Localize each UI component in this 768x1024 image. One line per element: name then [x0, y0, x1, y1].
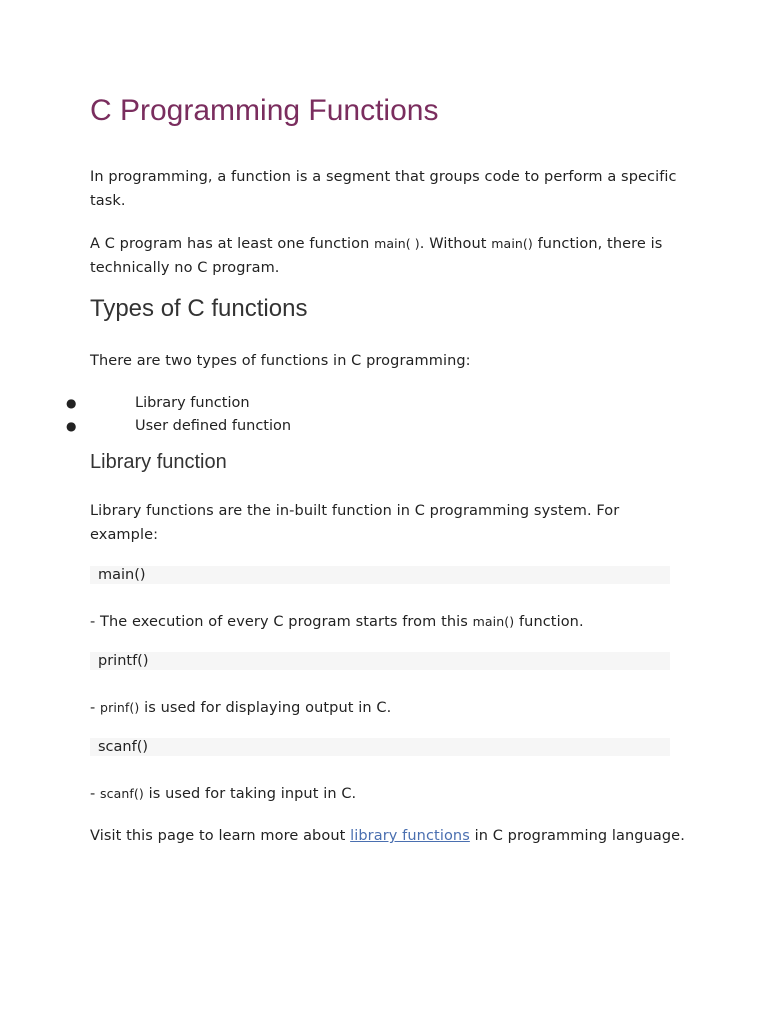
text-segment: - — [90, 700, 101, 716]
text-segment: function, there is technically no C program. — [90, 236, 663, 276]
library-lead: Library functions are the in-built function in C programming system. For example: — [90, 503, 620, 543]
inline-code-printf: prinf() — [100, 700, 140, 715]
text-segment: - — [90, 786, 101, 802]
page-title: C Programming Functions — [90, 94, 439, 127]
text-segment: function. — [514, 614, 584, 630]
types-list — [0, 392, 768, 438]
inline-code-scanf: scanf() — [100, 786, 144, 801]
scanf-description — [90, 782, 680, 806]
code-block-printf: printf() — [90, 652, 670, 670]
inline-code-main: main() — [491, 236, 533, 251]
text-segment: A C program has at least one function — [90, 236, 375, 252]
text-segment: Visit this page to learn more about — [90, 828, 351, 844]
text-segment: . Without — [419, 236, 492, 252]
text-segment: - The execution of every C program starts from this — [90, 614, 473, 630]
list-item-label: User defined function — [135, 418, 292, 434]
inline-code-main: main( ) — [374, 236, 420, 251]
library-heading: Library function — [90, 451, 227, 473]
text-segment: is used for displaying output in C. — [139, 700, 392, 716]
bullet-icon: ● — [66, 419, 77, 433]
types-heading: Types of C functions — [90, 295, 308, 322]
main-description — [90, 610, 680, 634]
list-item-label: Library function — [135, 395, 250, 411]
text-segment: in C programming language. — [469, 828, 685, 844]
visit-paragraph — [90, 824, 690, 848]
code-block-scanf: scanf() — [90, 738, 670, 756]
inline-code-main: main() — [472, 614, 515, 629]
text-segment: is used for taking input in C. — [143, 786, 357, 802]
library-functions-link[interactable]: library functions — [350, 828, 470, 844]
types-lead: There are two types of functions in C programming: — [90, 353, 471, 369]
main-function-paragraph — [90, 232, 680, 280]
bullet-icon: ● — [66, 396, 77, 410]
code-block-main: main() — [90, 566, 670, 584]
list-item — [0, 392, 768, 415]
list-item — [0, 415, 768, 438]
intro-paragraph: In programming, a function is a segment that groups code to perform a specific task. — [90, 169, 677, 209]
printf-description — [90, 696, 680, 720]
